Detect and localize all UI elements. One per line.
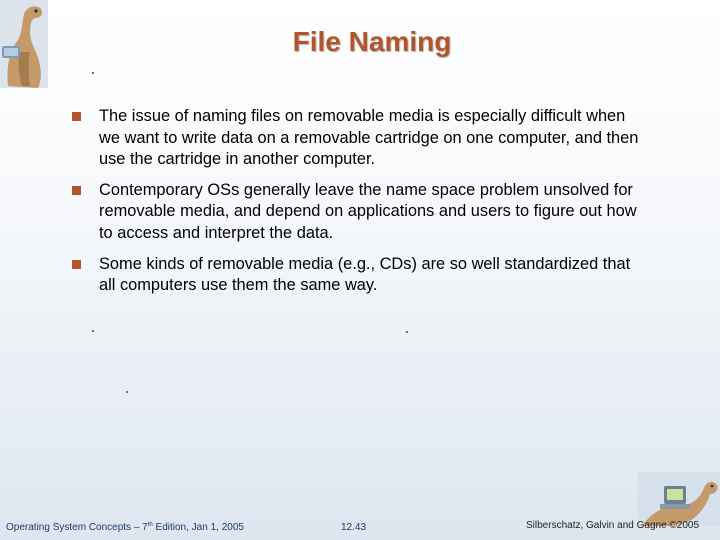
bullet-text: Contemporary OSs generally leave the name space problem unsolved for removable media, and depend on applications and users to figure out how to access and interpret the data. bbox=[99, 180, 637, 242]
bullet-text: Some kinds of removable media (e.g., CDs) are so well standardized that all computers use them the same way. bbox=[99, 254, 631, 295]
speck-mark bbox=[126, 391, 128, 393]
footer-book-title bbox=[6, 522, 244, 533]
speck-mark bbox=[92, 330, 94, 332]
footer-book-sup: th bbox=[147, 522, 153, 528]
dinosaur-logo-icon bbox=[0, 0, 48, 88]
footer-copyright: Silberschatz, Galvin and Gagne ©2005 bbox=[526, 520, 700, 531]
bullet-text: The issue of naming files on removable media is especially difficult when we want to write data on a removable cartridge on one computer, and then use the cartridge in another computer. bbox=[99, 107, 639, 169]
footer-book-prefix: Operating System Concepts – 7 bbox=[6, 522, 148, 533]
bullet-item bbox=[72, 106, 642, 171]
speck-mark bbox=[406, 331, 408, 333]
bullet-list bbox=[72, 106, 642, 306]
slide-title: File Naming bbox=[292, 26, 452, 57]
bullet-item bbox=[72, 180, 642, 245]
square-bullet-icon bbox=[72, 186, 81, 195]
square-bullet-icon bbox=[72, 112, 81, 121]
dinosaur-computer-icon bbox=[638, 472, 720, 526]
speck-mark bbox=[92, 72, 94, 74]
footer-book-suffix: Edition, Jan 1, 2005 bbox=[152, 522, 244, 533]
bullet-item bbox=[72, 254, 642, 297]
square-bullet-icon bbox=[72, 260, 81, 269]
footer-page-number: 12.43 bbox=[341, 522, 367, 533]
